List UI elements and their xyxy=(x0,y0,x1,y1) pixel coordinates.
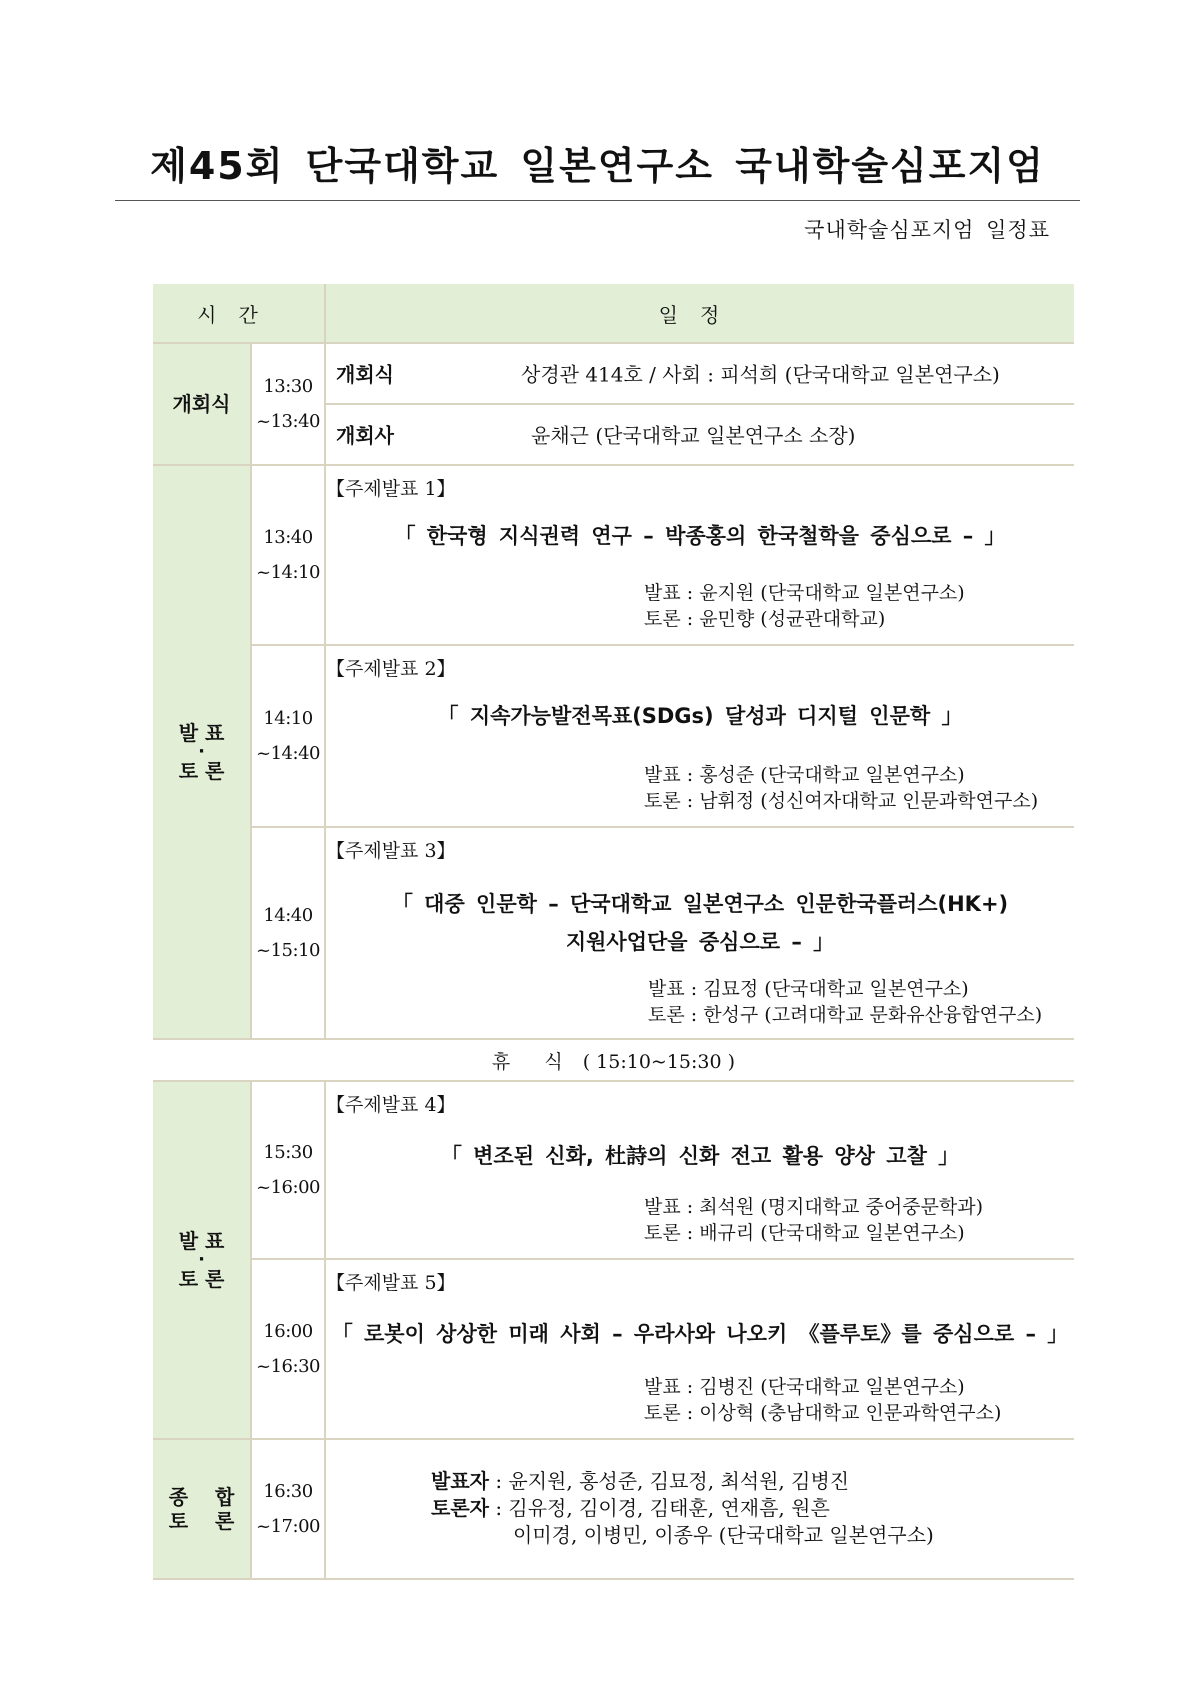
talk3-title-line1: 「 대중 인문학 – 단국대학교 일본연구소 인문한국플러스(HK+) xyxy=(391,892,1009,916)
talk-row-3 xyxy=(153,827,1074,1039)
talk4-tag: 【주제발표 4】 xyxy=(326,1094,456,1116)
document-title: 제45회 단국대학교 일본연구소 국내학술심포지엄 xyxy=(150,144,1045,188)
summary-label-cell xyxy=(153,1439,251,1579)
opening-time xyxy=(252,344,324,464)
talk5-time: 16:00 ~16:30 xyxy=(256,1321,320,1377)
talk4-title: 「 변조된 신화, 杜詩의 신화 전고 활용 양상 고찰 」 xyxy=(440,1144,960,1168)
opening-address-cell xyxy=(325,404,1074,465)
talk2-content xyxy=(325,645,1074,827)
summary-presenters xyxy=(431,1468,934,1495)
talk1-content xyxy=(325,465,1074,645)
session2-label-cell xyxy=(153,1081,251,1439)
summary-content xyxy=(325,1439,1074,1579)
talk4-content xyxy=(325,1081,1074,1259)
opening-row-1 xyxy=(153,343,1074,404)
talk3-tag: 【주제발표 3】 xyxy=(326,840,456,862)
time-start: 13:30 xyxy=(263,376,313,397)
talk1-discussant: 토론 : 윤민향 (성균관대학교) xyxy=(644,608,886,630)
document-subtitle: 국내학술심포지엄 일정표 xyxy=(804,218,1050,242)
opening-ceremony-cell xyxy=(325,343,1074,404)
talk3-presenter: 발표 : 김묘정 (단국대학교 일본연구소) xyxy=(648,978,969,1000)
talk4-people xyxy=(644,1194,983,1246)
opening-ceremony-text: 상경관 414호 / 사회 : 피석희 (단국대학교 일본연구소) xyxy=(521,362,1000,387)
talk5-title: 「 로봇이 상상한 미래 사회 – 우라사와 나오키 《플루토》를 중심으로 – 」 xyxy=(331,1322,1069,1346)
talk2-discussant: 토론 : 남휘정 (성신여자대학교 인문과학연구소) xyxy=(644,790,1039,812)
break-row xyxy=(153,1039,1074,1081)
session2-label: 발 표 · 토 론 xyxy=(178,1229,225,1291)
break-label: 휴 식 xyxy=(491,1050,577,1073)
summary-time: 16:30 ~17:00 xyxy=(256,1481,320,1537)
talk1-title: 「 한국형 지식권력 연구 – 박종홍의 한국철학을 중심으로 – 」 xyxy=(394,524,1006,548)
talk5-time-cell xyxy=(251,1259,325,1439)
discussants-names: : 김유정, 김이경, 김태훈, 연재흠, 원흔 xyxy=(488,1496,830,1520)
talk2-title: 「 지속가능발전목표(SDGs) 달성과 디지털 인문학 」 xyxy=(437,704,963,728)
schedule-table xyxy=(153,284,1074,1580)
summary-time-cell xyxy=(251,1439,325,1579)
talk-row-4 xyxy=(153,1081,1074,1259)
talk-row-2 xyxy=(153,645,1074,827)
summary-label: 종 합 토 론 xyxy=(168,1485,245,1533)
talk1-tag: 【주제발표 1】 xyxy=(326,478,456,500)
opening-address-text: 윤채근 (단국대학교 일본연구소 소장) xyxy=(531,423,856,448)
talk3-title-line2: 지원사업단을 중심으로 – 」 xyxy=(565,930,835,954)
talk3-content xyxy=(325,827,1074,1039)
opening-ceremony-key: 개회식 xyxy=(336,362,394,387)
talk4-time-cell xyxy=(251,1081,325,1259)
talk1-presenter: 발표 : 윤지원 (단국대학교 일본연구소) xyxy=(644,582,965,604)
talk5-discussant: 토론 : 이상혁 (충남대학교 인문과학연구소) xyxy=(644,1402,1002,1424)
talk3-people xyxy=(648,976,1042,1028)
talk2-tag: 【주제발표 2】 xyxy=(326,658,456,680)
talk5-presenter: 발표 : 김병진 (단국대학교 일본연구소) xyxy=(644,1376,965,1398)
talk-row-1 xyxy=(153,465,1074,645)
opening-label-cell xyxy=(153,343,251,465)
opening-time-cell xyxy=(251,343,325,465)
header-schedule: 일정 xyxy=(325,284,1074,343)
table-header-row xyxy=(153,284,1074,343)
summary-list xyxy=(431,1468,934,1549)
talk5-content xyxy=(325,1259,1074,1439)
talk4-time: 15:30 ~16:00 xyxy=(256,1142,320,1198)
talk4-presenter: 발표 : 최석원 (명지대학교 중어중문학과) xyxy=(644,1196,984,1218)
break-time: ( 15:10~15:30 ) xyxy=(582,1050,736,1073)
talk3-discussant: 토론 : 한성구 (고려대학교 문화유산융합연구소) xyxy=(648,1004,1043,1026)
talk3-time-cell xyxy=(251,827,325,1039)
talk3-time: 14:40 ~15:10 xyxy=(256,905,320,961)
break-cell xyxy=(153,1039,1074,1081)
session1-label: 발 표 · 토 론 xyxy=(178,721,225,783)
summary-row xyxy=(153,1439,1074,1579)
presenters-names: : 윤지원, 홍성준, 김묘정, 최석원, 김병진 xyxy=(488,1469,850,1493)
summary-discussants-cont: 이미경, 이병민, 이종우 (단국대학교 일본연구소) xyxy=(513,1523,934,1547)
talk5-people xyxy=(644,1374,1001,1426)
talk2-time-cell xyxy=(251,645,325,827)
opening-label: 개회식 xyxy=(172,392,231,416)
talk1-people xyxy=(644,580,965,632)
summary-discussants xyxy=(431,1495,934,1522)
session1-label-cell xyxy=(153,465,251,1039)
time-end: ~13:40 xyxy=(256,411,320,432)
talk4-discussant: 토론 : 배규리 (단국대학교 일본연구소) xyxy=(644,1222,965,1244)
talk-row-5 xyxy=(153,1259,1074,1439)
talk2-presenter: 발표 : 홍성준 (단국대학교 일본연구소) xyxy=(644,764,965,786)
talk5-tag: 【주제발표 5】 xyxy=(326,1272,456,1294)
talk1-time-cell xyxy=(251,465,325,645)
talk2-time: 14:10 ~14:40 xyxy=(256,708,320,764)
discussants-key: 토론자 xyxy=(431,1496,489,1520)
presenters-key: 발표자 xyxy=(431,1469,489,1493)
header-time: 시간 xyxy=(153,284,325,343)
talk1-time: 13:40 ~14:10 xyxy=(256,527,320,583)
talk2-people xyxy=(644,762,1038,814)
opening-address-key: 개회사 xyxy=(336,423,394,448)
title-divider xyxy=(115,200,1080,201)
